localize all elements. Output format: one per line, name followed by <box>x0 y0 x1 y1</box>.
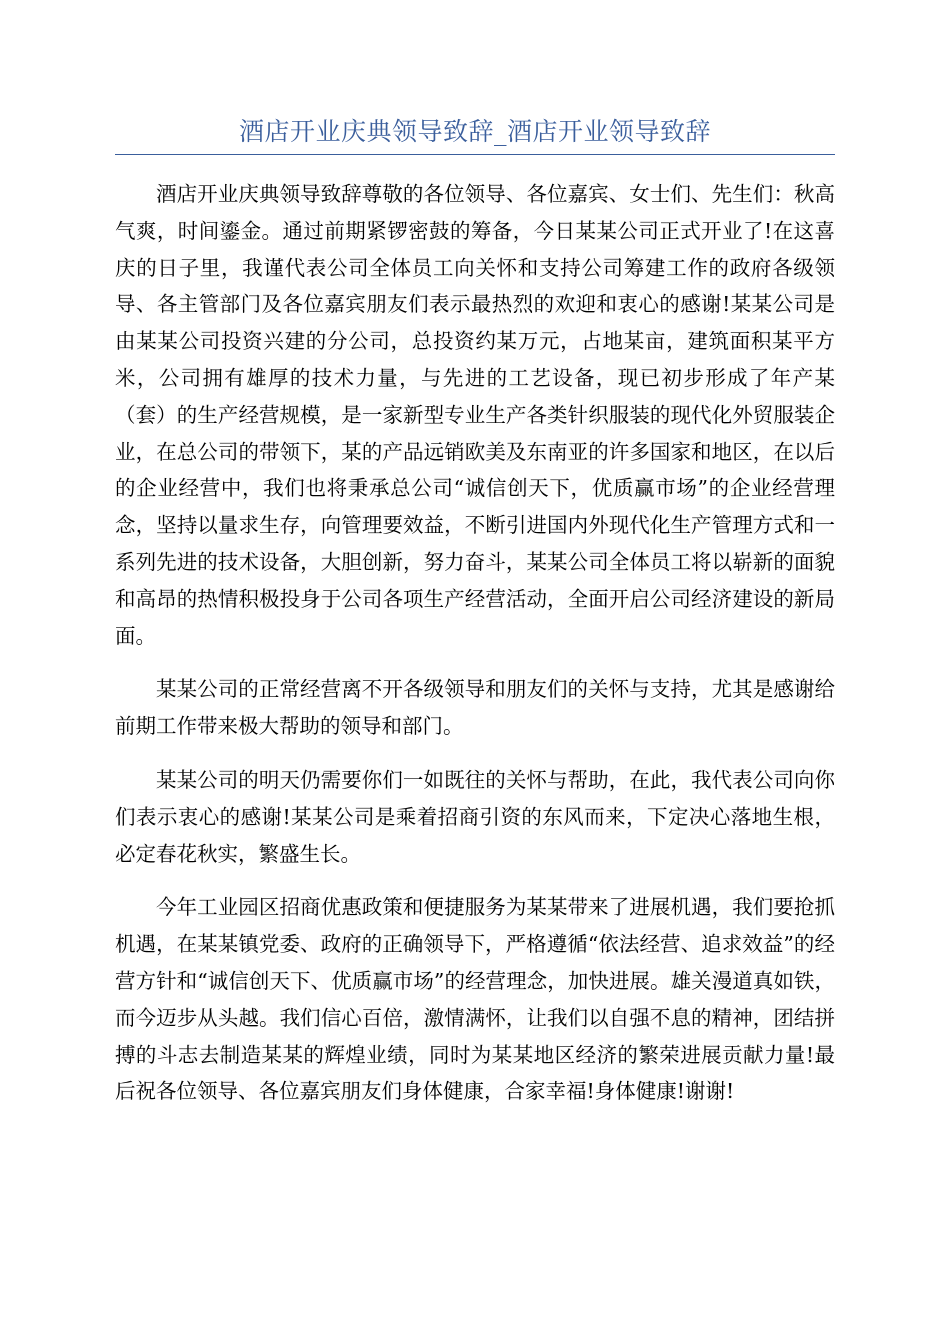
paragraph-3: 某某公司的明天仍需要你们一如既往的关怀与帮助，在此，我代表公司向你们表示衷心的感谢!某某公司是乘着招商引资的东风而来，下定决心落地生根，必定春花秋实，繁盛生长。 <box>115 767 835 866</box>
document-body <box>115 176 835 1127</box>
title-underline <box>115 154 835 155</box>
paragraph-2: 某某公司的正常经营离不开各级领导和朋友们的关怀与支持，尤其是感谢给前期工作带来极大帮助的领导和部门。 <box>115 677 835 739</box>
paragraph-1: 酒店开业庆典领导致辞尊敬的各位领导、各位嘉宾、女士们、先生们：秋高气爽，时间鎏金。通过前期紧锣密鼓的筹备，今日某某公司正式开业了!在这喜庆的日子里，我谨代表公司全体员工向关怀和支持公司筹建工作的政府各级领导、各主管部门及各位嘉宾朋友们表示最热烈的欢迎和衷心的感谢!某某公司是由某某公司投资兴建的分公司，总投资约某万元，占地某亩，建筑面积某平方米，公司拥有雄厚的技术力量，与先进的工艺设备，现已初步形成了年产某（套）的生产经营规模，是一家新型专业生产各类针织服装的现代化外贸服装企业，在总公司的带领下，某的产品远销欧美及东南亚的许多国家和地区，在以后的企业经营中，我们也将秉承总公司“诚信创天下，优质赢市场”的企业经营理念，坚持以量求生存，向管理要效益，不断引进国内外现代化生产管理方式和一系列先进的技术设备，大胆创新，努力奋斗，某某公司全体员工将以崭新的面貌和高昂的热情积极投身于公司各项生产经营活动，全面开启公司经济建设的新局面。 <box>115 182 835 648</box>
document-title: 酒店开业庆典领导致辞_酒店开业领导致辞 <box>238 117 711 146</box>
paragraph-4: 今年工业园区招商优惠政策和便捷服务为某某带来了进展机遇，我们要抢抓机遇，在某某镇党委、政府的正确领导下，严格遵循“依法经营、追求效益”的经营方针和“诚信创天下、优质赢市场”的经营理念，加快进展。雄关漫道真如铁，而今迈步从头越。我们信心百倍，激情满怀，让我们以自强不息的精神，团结拼搏的斗志去制造某某的辉煌业绩，同时为某某地区经济的繁荣进展贡献力量!最后祝各位领导、各位嘉宾朋友们身体健康，合家幸福!身体健康!谢谢! <box>115 895 835 1104</box>
